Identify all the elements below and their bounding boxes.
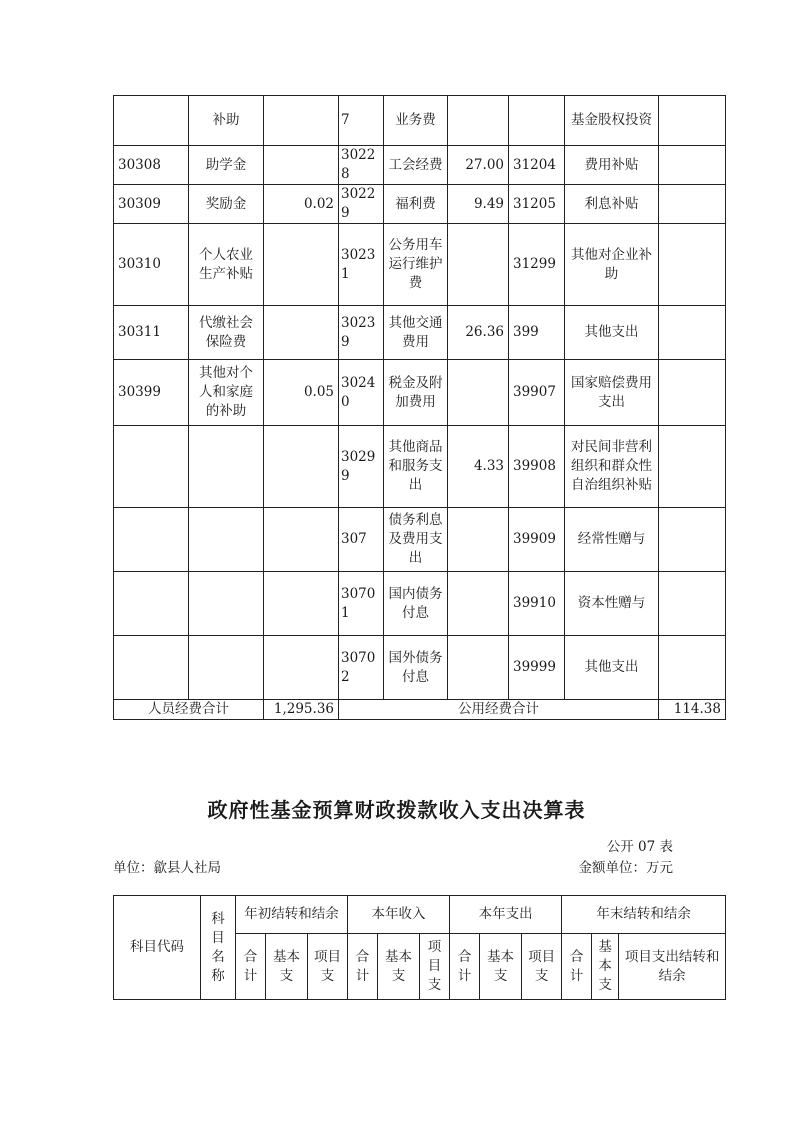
- table-cell: 30240: [339, 360, 384, 426]
- table-cell: 39910: [509, 572, 565, 636]
- table-cell: [264, 426, 339, 508]
- table-cell: [264, 508, 339, 572]
- header-income-basic: 基本支: [378, 934, 420, 1000]
- header-end-total: 合计: [562, 934, 592, 1000]
- table-row: [114, 224, 726, 306]
- table-cell: 30228: [339, 146, 384, 185]
- table-cell: 0.02: [264, 185, 339, 224]
- table-cell: 其他商品和服务支出: [384, 426, 448, 508]
- table-cell: 个人农业生产补贴: [189, 224, 264, 306]
- table-cell: 30239: [339, 306, 384, 360]
- table-cell: [659, 185, 726, 224]
- table-cell: 27.00: [448, 146, 509, 185]
- table-cell: 费用补贴: [565, 146, 659, 185]
- table-row: [114, 360, 726, 426]
- table-cell: [189, 572, 264, 636]
- table-cell: 26.36: [448, 306, 509, 360]
- header-income-project: 项目支: [420, 934, 450, 1000]
- table-cell: 其他支出: [565, 306, 659, 360]
- table-cell: 39909: [509, 508, 565, 572]
- table-cell: 其他对企业补助: [565, 224, 659, 306]
- table-cell: 31205: [509, 185, 565, 224]
- table-cell: [448, 636, 509, 700]
- table-cell: 39907: [509, 360, 565, 426]
- fund-budget-table: [113, 895, 726, 1000]
- table-cell: [659, 224, 726, 306]
- table-cell: 对民间非营利组织和群众性自治组织补贴: [565, 426, 659, 508]
- table-cell: 39999: [509, 636, 565, 700]
- table-cell: [659, 572, 726, 636]
- table-row: [114, 426, 726, 508]
- table-cell: 工会经费: [384, 146, 448, 185]
- table-cell: [448, 572, 509, 636]
- table-cell: 9.49: [448, 185, 509, 224]
- table-cell: [448, 360, 509, 426]
- personnel-total-label: 人员经费合计: [114, 700, 264, 720]
- table-cell: [659, 306, 726, 360]
- table-cell: [114, 636, 189, 700]
- table-cell: 30308: [114, 146, 189, 185]
- header-end-basic: 基本支: [592, 934, 619, 1000]
- table-cell: [189, 636, 264, 700]
- table-cell: [264, 146, 339, 185]
- header-income: 本年收入: [348, 896, 450, 934]
- table-cell: [509, 96, 565, 146]
- table-cell: 307: [339, 508, 384, 572]
- personnel-total-value: 1,295.36: [264, 700, 339, 720]
- amount-unit: 金额单位：万元: [578, 860, 673, 876]
- header-end: 年末结转和结余: [562, 896, 726, 934]
- table-cell: 利息补贴: [565, 185, 659, 224]
- header-expense-total: 合计: [450, 934, 480, 1000]
- table-cell: 福利费: [384, 185, 448, 224]
- table-cell: 31204: [509, 146, 565, 185]
- page-title: 政府性基金预算财政拨款收入支出决算表: [207, 798, 586, 822]
- table-cell: [264, 572, 339, 636]
- table-cell: 30399: [114, 360, 189, 426]
- table-cell: 债务利息及费用支出: [384, 508, 448, 572]
- table-cell: 国外债务付息: [384, 636, 448, 700]
- expense-detail-table: [113, 95, 726, 720]
- table-cell: 30309: [114, 185, 189, 224]
- table-cell: 助学金: [189, 146, 264, 185]
- header-begin-project: 项目支: [308, 934, 348, 1000]
- table-cell: [659, 426, 726, 508]
- table-cell: [448, 224, 509, 306]
- header-expense: 本年支出: [450, 896, 562, 934]
- table-cell: 30299: [339, 426, 384, 508]
- header-begin-total: 合计: [236, 934, 266, 1000]
- table-cell: [659, 360, 726, 426]
- table-cell: [114, 96, 189, 146]
- table-cell: 4.33: [448, 426, 509, 508]
- public-total-value: 114.38: [659, 700, 726, 720]
- table-row: [114, 508, 726, 572]
- table-cell: [264, 306, 339, 360]
- table-row: [114, 306, 726, 360]
- table-row: [114, 146, 726, 185]
- table-cell: [659, 636, 726, 700]
- table-cell: 其他支出: [565, 636, 659, 700]
- header-begin-basic: 基本支: [266, 934, 308, 1000]
- table-cell: 资本性赠与: [565, 572, 659, 636]
- table-cell: 奖励金: [189, 185, 264, 224]
- table-cell: 业务费: [384, 96, 448, 146]
- unit-label: 单位：歙县人社局: [113, 860, 221, 876]
- table-cell: 国内债务付息: [384, 572, 448, 636]
- table-cell: [448, 96, 509, 146]
- header-begin: 年初结转和结余: [236, 896, 348, 934]
- table-cell: [114, 426, 189, 508]
- table-cell: 30231: [339, 224, 384, 306]
- table-row: [114, 636, 726, 700]
- table-cell: [264, 224, 339, 306]
- table-cell: 0.05: [264, 360, 339, 426]
- table-cell: 7: [339, 96, 384, 146]
- table-cell: [659, 146, 726, 185]
- form-number: 公开 07 表: [606, 839, 673, 855]
- table-cell: [264, 636, 339, 700]
- table-cell: 399: [509, 306, 565, 360]
- table-row: [114, 572, 726, 636]
- table-row: [114, 185, 726, 224]
- table-cell: 代缴社会保险费: [189, 306, 264, 360]
- table-cell: 31299: [509, 224, 565, 306]
- table-row: [114, 96, 726, 146]
- table-cell: 30310: [114, 224, 189, 306]
- table-cell: [114, 508, 189, 572]
- table-cell: 公务用车运行维护费: [384, 224, 448, 306]
- table-cell: [659, 96, 726, 146]
- table-cell: 39908: [509, 426, 565, 508]
- table-cell: 30702: [339, 636, 384, 700]
- table-cell: 其他交通费用: [384, 306, 448, 360]
- public-total-label: 公用经费合计: [339, 700, 659, 720]
- table-cell: 基金股权投资: [565, 96, 659, 146]
- header-expense-basic: 基本支: [480, 934, 522, 1000]
- header-code: 科目代码: [114, 896, 201, 1000]
- table-cell: 补助: [189, 96, 264, 146]
- table-cell: 其他对个人和家庭的补助: [189, 360, 264, 426]
- table-cell: [189, 426, 264, 508]
- table-cell: 税金及附加费用: [384, 360, 448, 426]
- table-cell: 30701: [339, 572, 384, 636]
- header-end-project: 项目支出结转和结余: [619, 934, 726, 1000]
- table-cell: 经常性赠与: [565, 508, 659, 572]
- table-cell: [659, 508, 726, 572]
- header-name: 科目名称: [201, 896, 236, 1000]
- table-cell: [189, 508, 264, 572]
- table-cell: 国家赔偿费用支出: [565, 360, 659, 426]
- table-cell: 30311: [114, 306, 189, 360]
- header-income-total: 合计: [348, 934, 378, 1000]
- table-cell: [448, 508, 509, 572]
- summary-row: [114, 700, 726, 720]
- table-cell: 30229: [339, 185, 384, 224]
- table-cell: [264, 96, 339, 146]
- table-cell: [114, 572, 189, 636]
- header-expense-project: 项目支: [522, 934, 562, 1000]
